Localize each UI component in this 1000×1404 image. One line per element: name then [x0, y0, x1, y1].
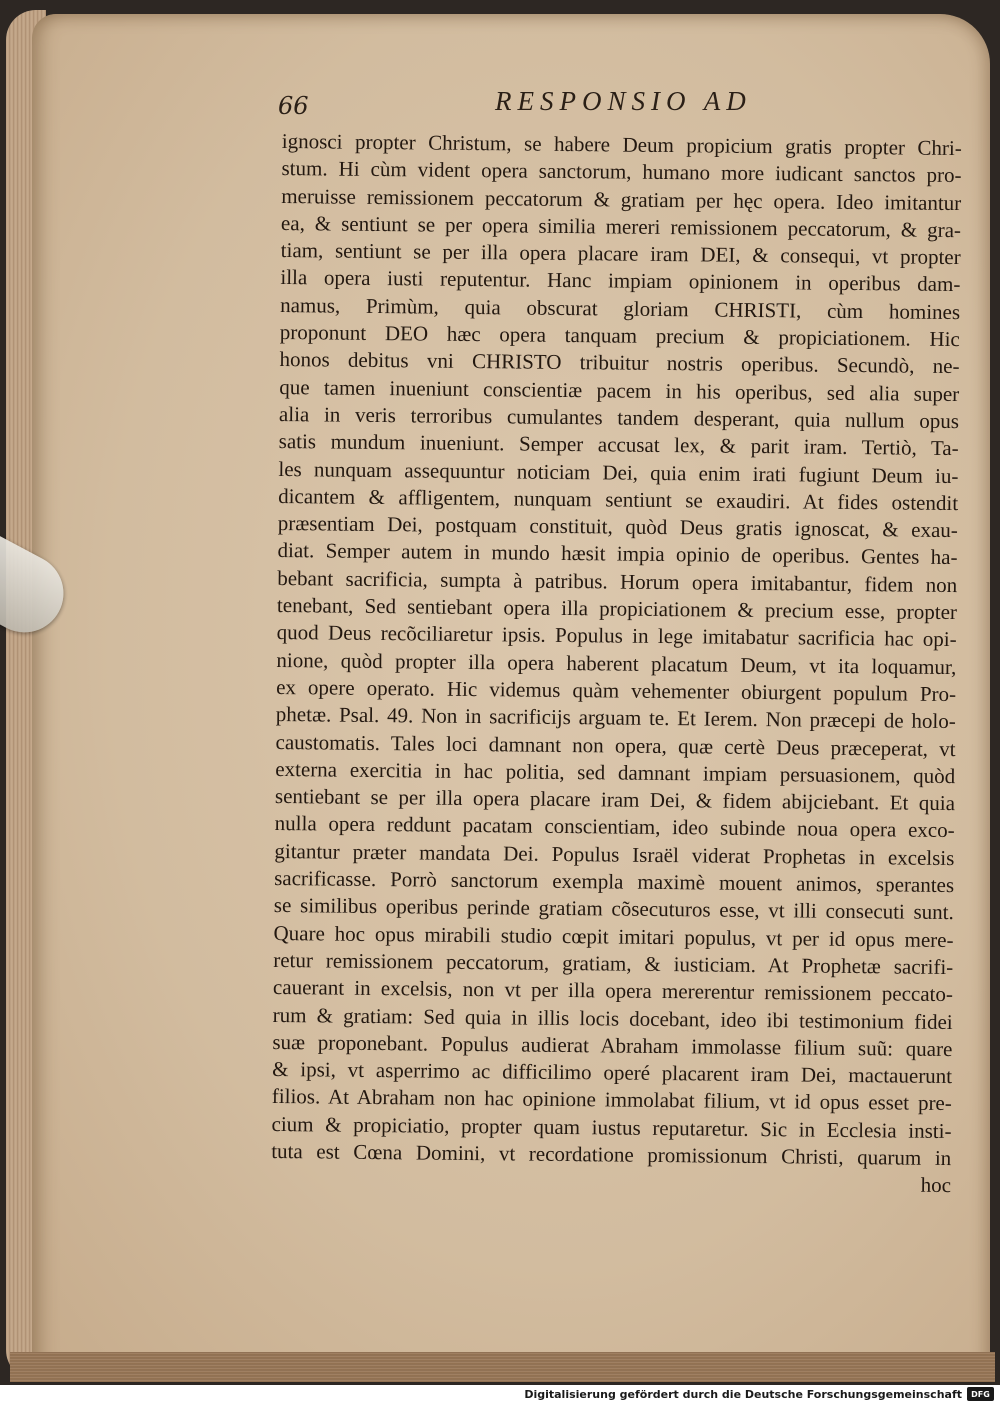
text-line: bebant sacrificia, sumpta à patribus. Horum opera imitabantur, fidem non: [277, 565, 958, 597]
text-line: externa exercitia in hac politia, sed damnant impiam persuasionem, quòd: [275, 756, 956, 788]
text-line: honos debitus vni CHRISTO tribuitur nostris operibus. Secundò, ne-: [279, 347, 960, 379]
text-line: ea, & sentiunt se per opera similia mereri remissionem peccatorum, & gra-: [280, 210, 962, 243]
text-line: diat. Semper autem in mundo hæsit impia opinio de operibus. Gentes ha-: [277, 538, 958, 570]
footer-bar: [0, 1385, 1000, 1404]
text-line: ex opere operato. Hic videmus quàm vehementer obiurgent populum Pro-: [276, 674, 957, 707]
text-line: illa opera iusti reputentur. Hanc impiam opinionem in operibus dam-: [280, 265, 961, 297]
text-line: namus, Primùm, quia obscurat gloriam CHRISTI, cùm homines: [280, 292, 961, 324]
text-line: stum. Hi cùm vident opera sanctorum, humano more iudicant sanctos pro-: [281, 156, 962, 188]
running-head: RESPONSIO AD: [495, 86, 752, 116]
text-line: proponunt DEO hæc opera tanquam precium & propiciationem. Hic: [279, 320, 960, 352]
text-line: que tamen inueniunt conscientiæ pacem in his operibus, sed alia super: [279, 374, 960, 406]
text-line: sacrificasse. Porrò sanctorum exempla maximè mouent animos, sperantes: [274, 865, 955, 898]
text-line: meruisse remissionem peccatorum & gratiam per hęc opera. Ideo imitantur: [281, 183, 962, 215]
text-line: gitantur præter mandata Dei. Populus Israël viderat Prophetas in excelsis: [274, 838, 955, 870]
text-line: retur remissionem peccatorum, gratiam, & iusticiam. At Prophetæ sacrifi-: [273, 947, 954, 979]
text-line: Quare hoc opus mirabili studio cœpit imitari populus, vt per id opus mere-: [273, 920, 954, 952]
text-line: dicantem & affligentem, nunquam sentiunt se exaudiri. At fides ostendit: [278, 483, 959, 515]
text-line: & ipsi, vt asperrimo ac difficilimo operé placarent iram Dei, mactauerunt: [272, 1057, 953, 1089]
text-line: quod Deus recõciliaretur ipsis. Populus in lege imitabatur sacrificia hac opi-: [276, 620, 957, 652]
page-number: 66: [278, 92, 309, 120]
funding-credit: Digitalisierung gefördert durch die Deutsche Forschungsgemeinschaft: [524, 1388, 962, 1401]
text-line: les nunquam assequuntur noticiam Dei, quia enim irati fugiunt Deum iu-: [278, 456, 959, 488]
text-line: tuta est Cœna Domini, vt recordatione promissionum Christi, quarum in: [271, 1138, 952, 1171]
text-line: nione, quòd propter illa opera haberent placatum Deum, vt ita loquamur,: [276, 647, 957, 679]
text-line: cium & propiciatio, propter quam iustus reputaretur. Sic in Ecclesia insti-: [271, 1111, 952, 1143]
text-line: se similibus operibus perinde gratiam cõsecuturos esse, vt illi consecuti sunt.: [273, 893, 954, 925]
text-line: alia in veris terroribus cumulantes tandem desperant, quia nullum opus: [278, 401, 960, 434]
text-line: satis mundum inueniunt. Semper accusat lex, & parit iram. Tertiò, Ta-: [278, 429, 959, 461]
text-line: præsentiam Dei, postquam constituit, quòd Deus gratis ignoscat, & exau-: [277, 511, 958, 543]
text-line: phetæ. Psal. 49. Non in sacrificijs arguam te. Et Ierem. Non præcepi de holo-: [275, 702, 956, 734]
text-line: sentiebant se per illa opera placare iram Dei, & fidem abijciebant. Et quia: [274, 784, 956, 816]
text-line: filios. At Abraham non hac opinione immolabat filium, vt id opus esset pre-: [271, 1084, 952, 1116]
text-line: tenebant, Sed sentiebant opera illa propiciationem & precium esse, propter: [276, 593, 958, 625]
text-line: suæ proponebant. Populus audierat Abraham immolasse filium suũ: quare: [272, 1029, 953, 1061]
text-line: caustomatis. Tales loci damnant non opera, quæ certè Deus præceperat, vt: [275, 729, 956, 761]
text-line: nulla opera reddunt pacatam conscientiam, ideo subinde noua opera exco-: [274, 811, 955, 843]
body-text: [271, 128, 962, 1200]
text-line: ignosci propter Christum, se habere Deum propicium gratis propter Chri-: [281, 128, 962, 161]
catchword: hoc: [920, 1173, 952, 1198]
page-stack-bottom-edge: [10, 1352, 995, 1382]
dfg-logo: DFG: [967, 1387, 994, 1401]
text-line: cauerant in excelsis, non vt per illa opera mererentur remissionem peccato-: [272, 975, 954, 1007]
text-line: rum & gratiam: Sed quia in illis locis docebant, ideo ibi testimonium fidei: [272, 1002, 953, 1034]
text-line: tiam, sentiunt se per illa opera placare iram DEI, & consequi, vt propter: [280, 238, 961, 270]
